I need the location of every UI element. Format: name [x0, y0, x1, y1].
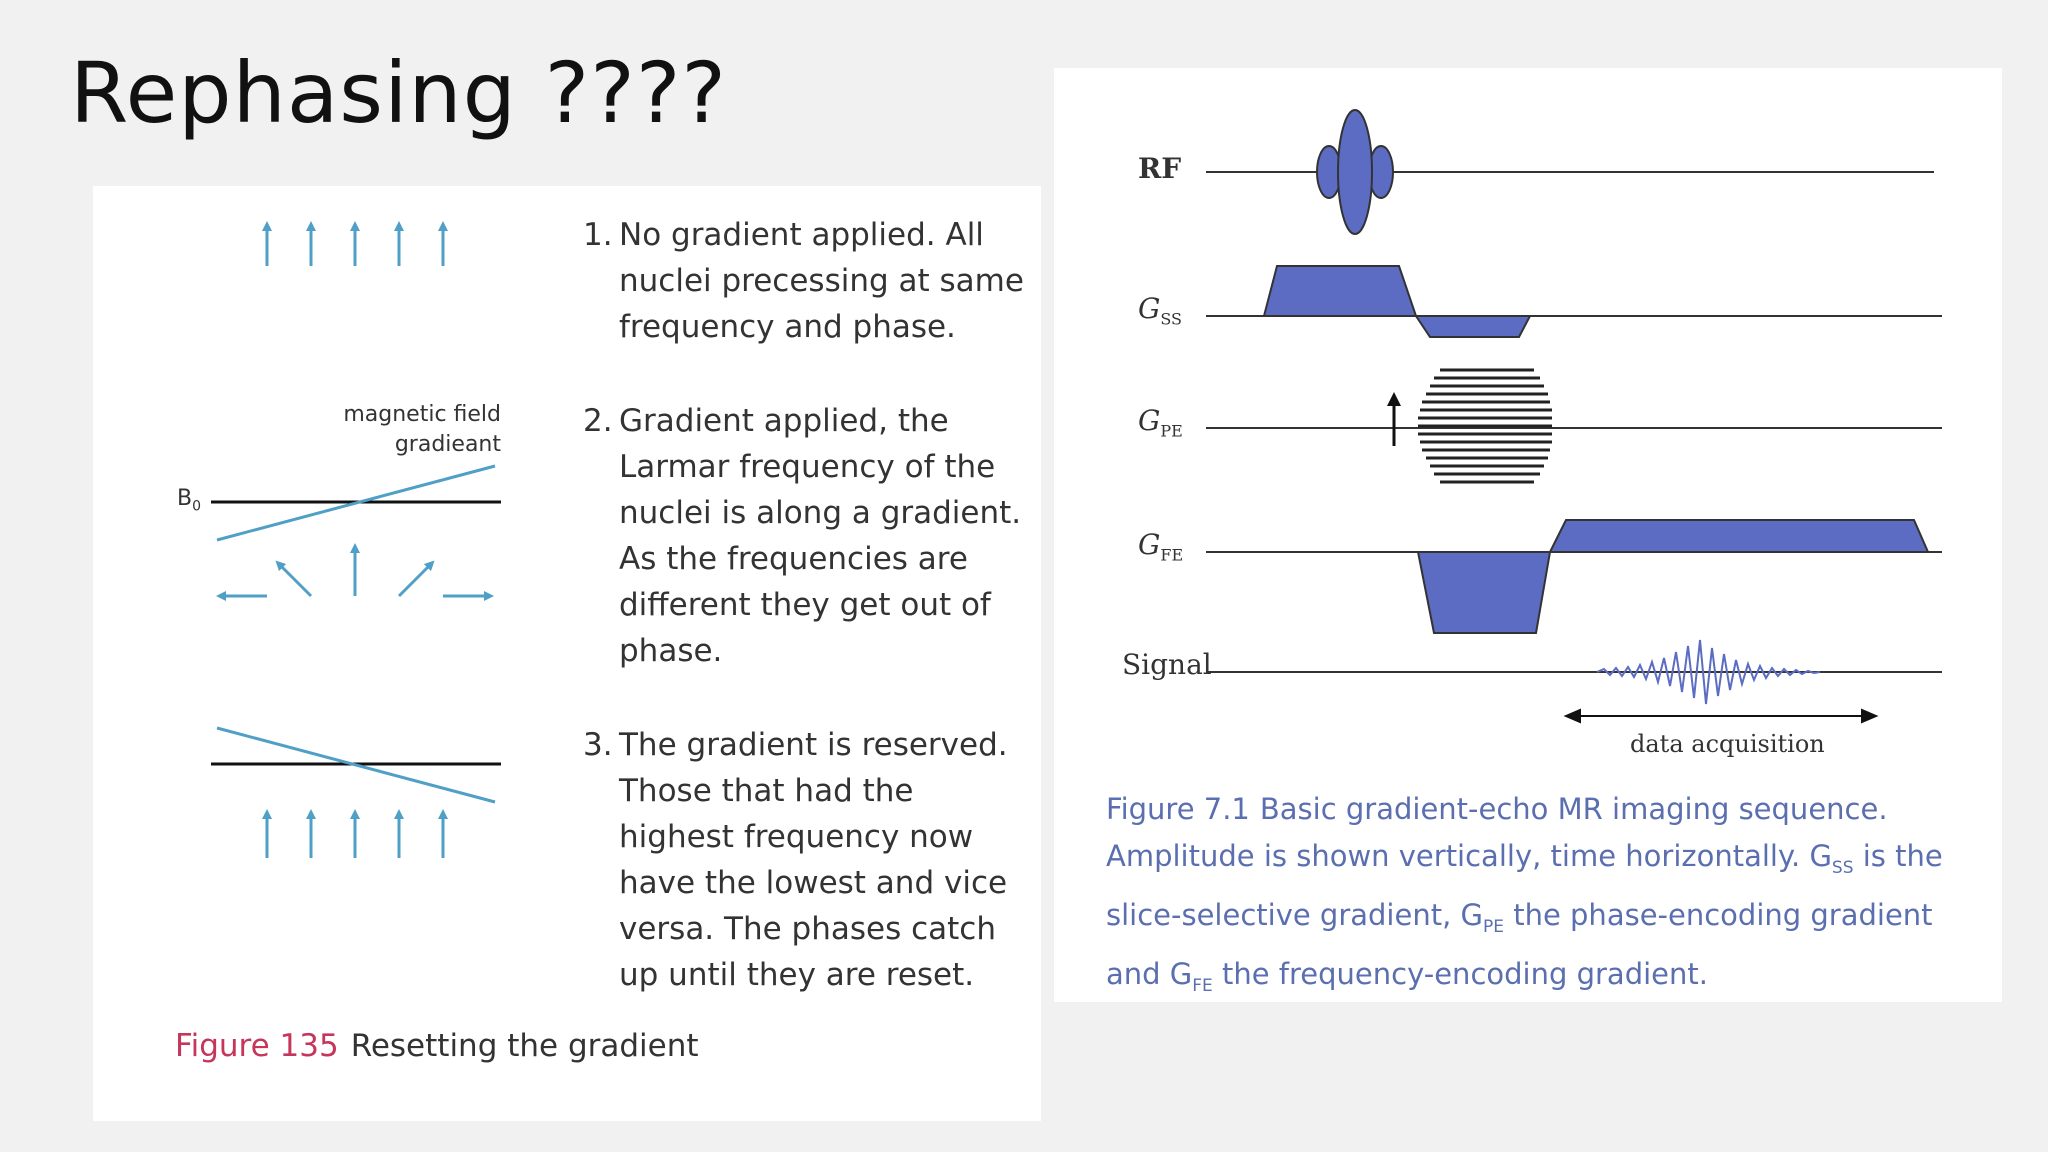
slide-title: Rephasing ????	[70, 44, 728, 142]
left-caption-text: Resetting the gradient	[350, 1028, 699, 1064]
gss-label: $G_{SS}$	[1138, 292, 1183, 329]
magnetic-field-gradient-label: magnetic field gradieant	[343, 402, 501, 457]
gfe-row	[1206, 520, 1942, 633]
signal-row	[1206, 640, 1942, 704]
step-3: 3. The gradient is reserved. Those that had the highest frequency now have the lowest and vice versa. The phases catch up until they are reset.	[583, 727, 1008, 993]
right-figure-caption: Figure 7.1 Basic gradient-echo MR imaging sequence. Amplitude is shown vertically, time horizontally. $G_{SS}$ is the slice-selective gradient, $G_{PE}$ the phase-encoding gradient and $G_{FE}$ the frequency-encoding gradient.	[1106, 792, 1943, 996]
gss-row	[1206, 266, 1942, 337]
b0-label: $B_0$	[177, 486, 202, 515]
left-figure-caption	[175, 1028, 699, 1064]
right-figure-panel	[1054, 68, 2002, 1002]
rf-label: RF	[1138, 152, 1182, 185]
left-caption-label: Figure 135	[175, 1028, 339, 1064]
right-caption-label: Figure 7.1	[1106, 792, 1250, 826]
gfe-label: $G_{FE}$	[1138, 528, 1184, 565]
step-2: 2. Gradient applied, the Larmar frequency of the nuclei is along a gradient. As the frequencies are different they get out of phase.	[583, 403, 1022, 669]
left-figure-panel	[93, 186, 1041, 1121]
stage3-up-arrows	[267, 814, 443, 858]
data-acquisition-label: data acquisition	[1630, 730, 1825, 758]
signal-label: Signal	[1122, 648, 1212, 681]
stage2-gradient-lines	[211, 466, 501, 540]
gpe-label: $G_{PE}$	[1138, 404, 1183, 441]
rf-row	[1206, 110, 1934, 234]
stage1-up-arrows	[267, 226, 443, 266]
stage3-gradient-lines	[211, 728, 501, 802]
step-1: 1. No gradient applied. All nuclei precessing at same frequency and phase.	[583, 217, 1024, 345]
gpe-row	[1206, 370, 1942, 482]
stage2-fanned-arrows	[221, 548, 489, 596]
data-acquisition-arrow	[1566, 710, 1876, 722]
